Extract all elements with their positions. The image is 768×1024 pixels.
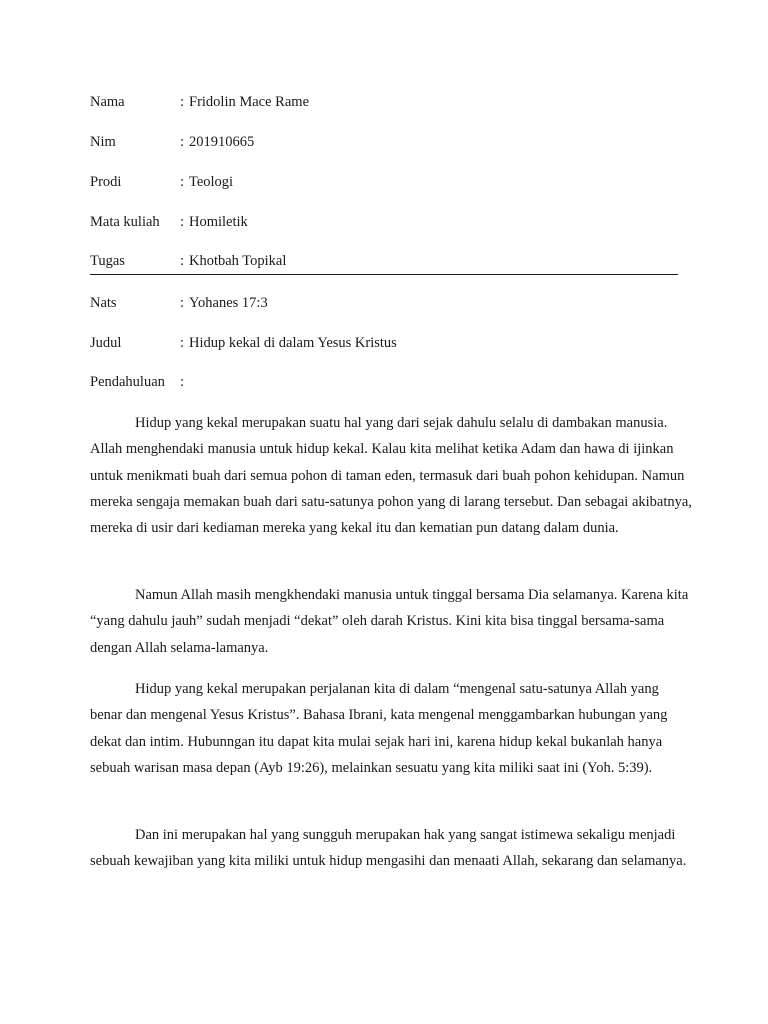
body-paragraph: Hidup yang kekal merupakan suatu hal yang dari sejak dahulu selalu di dambakan manusia. Allah menghendaki manusia untuk hidup kekal. Kalau kita melihat ketika Adam dan hawa di ijinkan untuk menikmati buah dari semua pohon di taman eden, termasuk dari buah pohon kehidupan. Namun mereka sengaja memakan buah dari satu-satunya pohon yang di larang tersebut. Dan sebagai akibatnya, mereka di usir dari kediaman mereka yang kekal itu dan kematian pun datang dalam dunia. <box>90 415 692 537</box>
body-paragraph: Hidup yang kekal merupakan perjalanan kita di dalam “mengenal satu-satunya Allah yang benar dan mengenal Yesus Kristus”. Bahasa Ibrani, kata mengenal menggambarkan hubungan yang dekat dan intim. Hubunngan itu dapat kita mulai sejak hari ini, karena hidup kekal bukanlah hanya sebuah warisan masa depan (Ayb 19:26), melainkan sesuatu yang kita miliki saat ini (Yoh. 5:39). <box>90 681 668 776</box>
field-colon: : <box>180 174 185 190</box>
field-label: Prodi <box>90 174 122 190</box>
field-value: Homiletik <box>189 214 248 230</box>
field-row-nats <box>90 290 678 316</box>
field-row-tugas <box>90 248 678 275</box>
field-colon: : <box>180 94 185 110</box>
field-value: 201910665 <box>189 134 255 150</box>
field-label: Mata kuliah <box>90 214 160 230</box>
field-row-mata-kuliah <box>90 209 678 235</box>
field-colon: : <box>180 253 185 269</box>
field-label: Judul <box>90 335 122 351</box>
body-paragraph: Namun Allah masih mengkhendaki manusia untuk tinggal bersama Dia selamanya. Karena kita “yang dahulu jauh” sudah menjadi “dekat” oleh darah Kristus. Kini kita bisa tinggal bersama-sama dengan Allah selama-lamanya. <box>90 587 689 656</box>
field-value: Teologi <box>189 174 234 190</box>
field-value: Fridolin Mace Rame <box>189 94 310 110</box>
field-value: Yohanes 17:3 <box>189 295 268 311</box>
body-paragraph: Dan ini merupakan hal yang sungguh merupakan hak yang sangat istimewa sekaligu menjadi sebuah kewajiban yang kita miliki untuk hidup mengasihi dan menaati Allah, sekarang dan selamanya. <box>90 827 687 870</box>
field-label: Pendahuluan <box>90 374 165 390</box>
field-row-judul <box>90 330 678 356</box>
field-colon: : <box>180 214 185 230</box>
field-label: Nats <box>90 295 117 311</box>
field-colon: : <box>180 335 185 351</box>
field-row-pendahuluan <box>90 369 678 395</box>
field-colon: : <box>180 374 185 390</box>
field-colon: : <box>180 295 185 311</box>
field-row-nama <box>90 89 678 115</box>
field-label: Nim <box>90 134 116 150</box>
field-value: Hidup kekal di dalam Yesus Kristus <box>189 335 397 351</box>
field-row-nim <box>90 129 678 155</box>
field-label: Tugas <box>90 253 125 269</box>
field-row-prodi <box>90 169 678 195</box>
field-value: Khotbah Topikal <box>189 253 287 269</box>
field-colon: : <box>180 134 185 150</box>
field-label: Nama <box>90 94 125 110</box>
